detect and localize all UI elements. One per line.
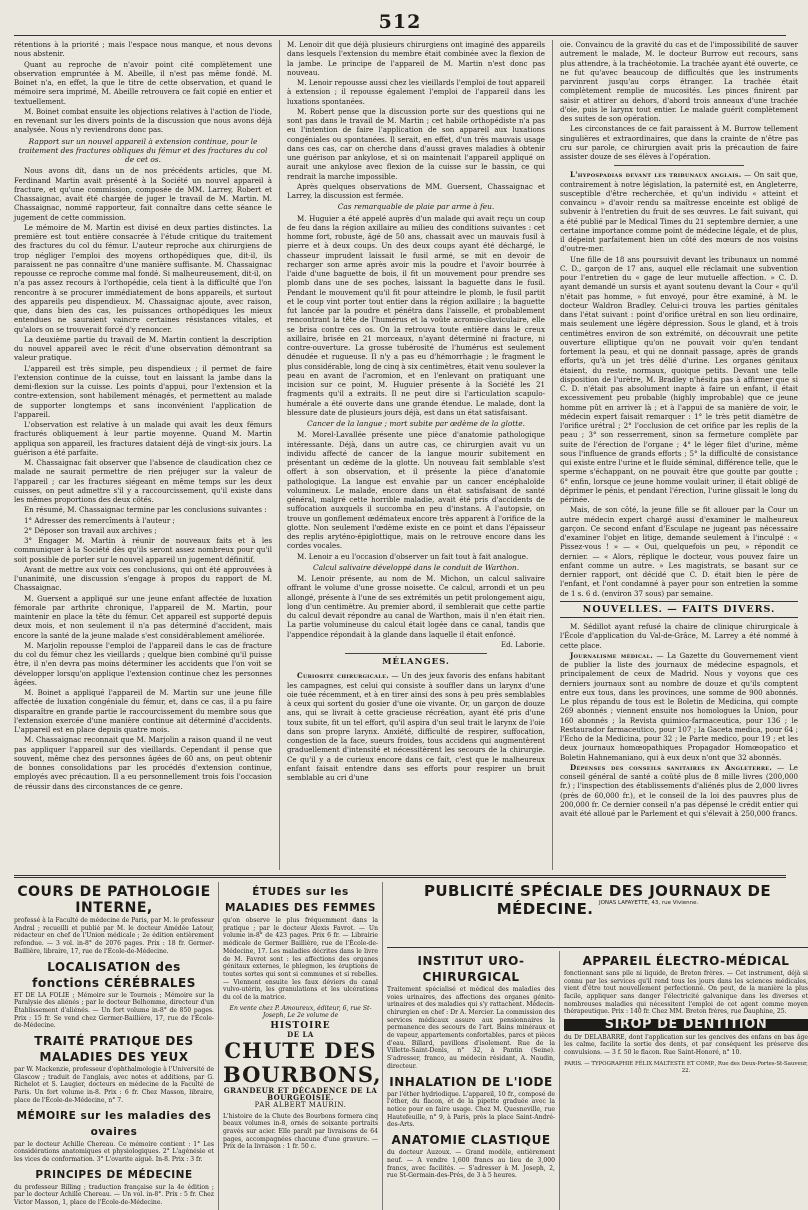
paragraph bbox=[14, 516, 272, 525]
paragraph-text: M. Lenoir présente, au nom de M. Michon, un calcul salivaire offrant le volume d'une grosse noisette. Ce calcul, arrondi et un peu allongé, présente à l'une de ses extrémités un petit prolongement aigu, long d'un centimètre. Au premier abord, il semblerait que cette partie du calcul devait répondre au canal de Warthon, mais il n'en était rien. La partie volumineuse du calcul était logée dans ce canal, tandis que l'appendice répondait à la glande dans laquelle il était enfoncé. bbox=[287, 574, 545, 639]
advertisements bbox=[14, 882, 808, 1207]
ad-column-books bbox=[14, 882, 214, 1210]
paragraph-text: M. Guersent a appliqué sur une jeune enfant affectée de luxation fémorale par arthrite chronique, l'appareil de M. Martin, pour maintenir en place la tête du fémur. Cet appareil est supporté depuis deux mois, et non seulement il n'a pas déterminé d'accident, mais encore la santé de la jeune malade s'est considérablement améliorée. bbox=[14, 593, 272, 640]
subheading: Calcul salivaire développé dans le conduit de Warthon. bbox=[312, 562, 520, 572]
paragraph-lead: Journalisme médical. bbox=[570, 650, 654, 660]
paragraph-text: rétentions à la priorité ; mais l'espace nous manque, et nous devons nous abstenir. bbox=[14, 40, 272, 59]
hypospadias-article bbox=[560, 170, 798, 598]
paragraph-text: M. Chassaignac fait observer que l'absence de claudication chez ce malade ne saurait permettre de rien préjuger sur la valeur de l'appareil ; car les fractures siégeant en même temps sur les deux cuisses, on peut admettre s'il y a raccourcissement, qu'il existe dans les mêmes proportions des deux côtés. bbox=[14, 458, 272, 504]
ad-histoire: HISTOIRE bbox=[270, 1021, 331, 1032]
paragraph-text: 2° Déposer son travail aux archives ; bbox=[24, 525, 157, 535]
paragraph-text: Une fille de 18 ans poursuivit devant les tribunaux un nommé C. D., garçon de 17 ans, auquel elle réclamait une subvention pour l'entretien du « gage de leur mutuelle affection. » C. D. ayant demandé un sursis et ayant soutenu devant la Cour « qu'il n'était pas homme, » fut envoyé, pour être examiné, à M. le docteur Waldron Bradley. Celui-ci trouva les parties génitales dans l'état suivant : point d'orifice urétral en son lieu ordinaire, mais seulement une légère dépression. Sous le gland, et à trois centimètres environ de son extrémité, on découvrait une petite ouverture elliptique qu'on ne pouvait voir qu'en tendant fortement la peau, et qui ne donnait passage, après de grands efforts, qu'à un jet très délié d'urine. Les organes génitaux étaient, du reste, normaux, quoique petits. Devant une telle disposition de l'urètre, M. Bradley n'hésita pas à affirmer que si C. D. n'était pas absolument inapte à faire un enfant, il était excessivement peu probable (highly improbable) que ce jeune homme pût en arriver là ; et à l'appui de sa manière de voir, le médecin expert faisait remarquer : 1° le très petit diamètre de l'orifice urétral ; 2° l'occlusion de cet orifice par les replis de la peau ; 3° son resserrement, sinon sa fermeture complète par suite de l'érection de l'organe ; 4° le léger filet d'urine, même sous l'influence de grands efforts ; 5° la difficulté de consistance qui existe entre l'urine et le fluide séminal, différence telle, que le sperme s'échappant, on ne pouvait être que goutte par goutte ; 6° enfin, lorsque ce jeune homme voulait uriner, il était obligé de déprimer le pénis, et pendant l'érection, l'urine glissait le long du périnée. bbox=[560, 254, 798, 504]
paragraph bbox=[287, 107, 545, 181]
paragraph bbox=[14, 641, 272, 687]
paragraph-text: Quant au reproche de n'avoir point cité complètement une observation empruntée à M. Abeille, il n'est pas même fondé. M. Boinet n'a, en effet, la que le titre de cette observation, et quand le mémoire sera imprimé, M. Abeille retrouvera ce fait copié en entier et textuellement. bbox=[14, 59, 272, 106]
paragraph bbox=[560, 763, 798, 819]
ad-divider bbox=[382, 882, 383, 1210]
ad-divider bbox=[559, 951, 560, 1210]
subheading: Cas remarquable de plaie par arme à feu. bbox=[337, 202, 495, 212]
article-columns bbox=[14, 40, 799, 870]
ad-publicite-title: PUBLICITÉ SPÉCIALE DES JOURNAUX DE MÉDECINE. bbox=[423, 882, 772, 918]
nouvelles-section bbox=[560, 622, 798, 818]
paragraph-text: M. Marjolin repousse l'emploi de l'appareil dans le cas de fracture du col du fémur chez les vieillards ; quelque bien combiné qu'il puisse être, il n'en devra pas moins déterminer les accidents que l'on voit se développer lorsqu'on applique l'extension continue chez les personnes âgées. bbox=[14, 640, 272, 687]
paragraph bbox=[14, 420, 272, 457]
subheading: Rapport sur un nouvel appareil à extension continue, pour le traitement des fractures obliques du fémur et des fractures du col de cet os. bbox=[18, 136, 268, 164]
paragraph-text: La deuxième partie du travail de M. Martin contient la description du nouvel appareil avec le récit d'une observation démontrant sa valeur pratique. bbox=[14, 334, 272, 363]
paragraph-text: M. Huguier a été appelé auprès d'un malade qui avait reçu un coup de feu dans la région axillaire au milieu des conditions suivantes : cet homme fort, robuste, âgé de 50 ans, chassait avec un mauvais fusil à pierre et à deux coups. Un des deux coups ayant été déchargé, le chasseur imprudent laissait le fusil armé, se mit en devoir de recharger son arme après avoir mis la poudre et l'avoir bourrée à l'aide d'une baguette de bois, il fit un mouvement pour prendre ses plomb dans une de ses poches, laissant la baguette dans le fusil. Pendant le mouvement qu'il fit pour atteindre le plomb, le fusil partit et le coup vint porter tout entier dans la région axillaire ; la baguette fut lancée par la poudre et pénétra dans l'aisselle, et probablement rencontrant la tête de l'humérus et la voûte acromio-claviculaire, elle se brisa contre ces os. On la retrouva toute entière dans le creux axillaire, brisée en 21 morceaux, n'ayant déterminé ni fracture, ni contre-ouverture. La grosse tubérosité de l'humérus est seulement dénudée et rugueuse. Il n'y a pas eu d'hémorrhagie ; le fragment le plus considérable, long de cinq à six centimètres, était venu soulever la peau en avant de l'acromion, et en l'enlevant on pratiquant une incision sur ce point, M. Huguier présente à la Société les 21 fragments qu'il a extraits. Il ne peut dire si l'articulation scapulo-humérale a été ouverte dans une grande étendue. Le malade, dont la blessure date de plusieurs jours déjà, est dans un état satisfaisant. bbox=[287, 213, 545, 417]
ad-chute-sub: GRANDEUR ET DÉCADENCE DE LA BOURGEOISIE. bbox=[223, 1085, 378, 1103]
paragraph-text: M. Robert pense que la discussion porte sur des questions qui ne sont pas dans le travail de M. Martin ; cet habile orthopédiste n'a pas eu l'intention de faire l'application de son appareil aux luxations congéniales ou spontanées. Il serait, en effet, d'un très mauvais usage dans ces cas, car on cherche dans d'aussi graves maladies à obtenir une guérison par ankylose, et si on maintenait l'appareil appliqué on aurait une ankylose avec flexion de la cuisse sur le bassin, ce qui rendrait la marche impossible. bbox=[287, 106, 545, 181]
ad-chute-text: L'histoire de la Chute des Bourbons formera cinq beaux volumes in-8, ornés de soixante portraits gravés sur acier. Elle paraît par livraisons de 64 pages, accompagnées chacune d'une gravure. — Prix de la livraison : 1 fr. 50 c. bbox=[223, 1112, 378, 1151]
column-divider bbox=[279, 40, 280, 870]
paragraph bbox=[14, 565, 272, 593]
paragraph bbox=[560, 651, 798, 762]
advertising-rule bbox=[14, 875, 786, 878]
paragraph-text: M. Boinet a appliqué l'appareil de M. Martin sur une jeune fille affectée de luxation congéniale du fémur, et, dans ce cas, il a pu faire disparaître en grande partie le raccourcissement du membre sous que l'extension exercée d'une manière continue ait déterminé d'accidents. L'appareil est en place depuis quatre mois. bbox=[14, 688, 272, 734]
melanges-heading: MÉLANGES. bbox=[382, 657, 450, 667]
paragraph bbox=[14, 166, 272, 222]
column-2 bbox=[287, 40, 545, 870]
paragraph-text: Nous avons dit, dans un de nos précédents articles, que M. Ferdinand Martin avait présenté à la Société un nouvel appareil à fracture, et qu'une commission, composée de MM. Larrey, Robert et Chassaignac, avait été chargée de juger le travail de M. Martin. M. Chassaignac, nommé rapporteur, fait connaître dans cette séance le jugement de cette commission. bbox=[14, 166, 272, 222]
paragraph-text: 3° Engager M. Martin à réunir de nouveaux faits et à les communiquer à la Société dès qu'ils seront assez nombreux pour qu'il soit possible de porter sur le nouvel appareil un jugement définitif. bbox=[14, 536, 272, 564]
paragraph-text: 1° Adresser des remercîments à l'auteur ; bbox=[24, 515, 175, 525]
curiosity-continued bbox=[560, 40, 798, 161]
paragraph bbox=[560, 40, 798, 123]
ad-femmes-text: qu'on observe le plus fréquemment dans la pratique ; par le docteur Alexis Favrot. — Un volume in-8° de 423 pages. Prix 6 fr. — Librairie médicale de Germer Baillière, rue de l'École-de-Médecine, 17. Les maladies décrites dans le livre de M. Favrot sont : les affections des organes génitaux externes, le phlegmon, les éruptions de toutes sortes qui sont si communes et si rebelles. — Viennent ensuite les faux déviers du canal vulvo-utérin, les granulations et les ulcérations du col de la matrice. bbox=[223, 917, 378, 1002]
paragraph-lead: Dépenses des conseils sanitaires en Angleterre. bbox=[570, 762, 773, 772]
paragraph bbox=[14, 107, 272, 135]
ad-traite-text: par W. Mackenzie, professeur d'ophthalmologie à l'Université de Glascow ; traduit de l'anglais, avec notes et additions, par G. Richelot et S. Laugier, docteurs en médecine de la Faculté de Paris. Un fort volume in-8. Prix : 6 fr. Chez Masson, libraire, place de l'École-de-Médecine, n° 7. bbox=[14, 1066, 214, 1104]
paragraph-text: — Le conseil général de santé a coûté plus de 8 mille livres (200,000 fr.) ; l'inspection des établissements d'aliénés plus de 2,000 livres (près de 60,000 fr.), et le conseil de la loi des pauvres plus de 200,000 fr. Ce dernier conseil n'a pas dépensé le crédit entier qui avait été alloué par le Parlement et qui s'élevait à 250,000 francs. bbox=[560, 762, 799, 818]
ad-institut-title: INSTITUT URO-CHIRURGICAL bbox=[417, 953, 525, 984]
ad-anatomie-title: ANATOMIE CLASTIQUE bbox=[391, 1133, 551, 1148]
paragraph-text: M. Boinet combat ensuite les objections relatives à l'action de l'iode, en revenant sur les divers points de la discussion que nous avons déjà analysée. Nous n'y reviendrons donc pas. bbox=[14, 106, 272, 135]
column-divider bbox=[552, 40, 553, 870]
paragraph bbox=[14, 364, 272, 420]
ad-localisation-title: LOCALISATION des fonctions CÉRÉBRALES bbox=[32, 959, 196, 990]
melanges-section bbox=[287, 671, 545, 782]
paragraph-text: — La Gazette du Gouvernement vient de publier la liste des journaux de médecine espagnols, et principalement de ceux de Madrid. Nous y voyons que ces derniers journaux sont au nombre de douze et qu'ils comptent entre eux tous, dans les provinces, une somme de 900 abonnés. Le plus répandu de tous est le Boletin de Medicina, qui compte 269 abonnés ; viennent ensuite nos homologues la Union, pour 160 abonnés ; la Revista quimico-farmaceutica, pour 136 ; le Restaurador farmaceutico, pour 107 ; la Gaceta medica, pour 64 ; l'Echo de la Medicina, pour 32 ; le Parte medico, pour 19 ; et les deux journaux homœopathiques Propagador Homœopatico et Boletin Hahnemaniano, qui à eux deux n'ont que 32 abonnés. bbox=[560, 650, 798, 762]
paragraph bbox=[287, 40, 545, 77]
paragraph-text: M. Morel-Lavallée présente une pièce d'anatomie pathologique intéressante. Déjà, dans un autre cas, ce chirurgien avait vu un individu affecté de cancer de la langue mourir subitement en présentant un œdème de la glotte. Un nouveau fait semblable s'est offert à son observation, et il présente la pièce d'anatomie pathologique. La langue est envahie par un cancer encéphaloïde volumineux. Le malade, encore dans un état satisfaisant de santé général, malgré cette horrible maladie, avait été pris d'accidents de suffocation auxquels il succomba en peu d'instans. A l'autopsie, on trouve un gonflement œdémateux encore très apparent à l'orifice de la glotte. Non seulement l'œdème existe en ce point et dans l'épaisseur des replis aryténo-épiglottique, mais on le retrouve encore dans les cordes vocales. bbox=[287, 430, 545, 551]
paragraph bbox=[14, 594, 272, 640]
nouvelles-heading: NOUVELLES. — FAITS DIVERS. bbox=[560, 601, 798, 618]
ad-memoire-title: MÉMOIRE sur les maladies des ovaires bbox=[16, 1109, 212, 1138]
section-divider bbox=[345, 653, 487, 654]
top-rule bbox=[14, 35, 786, 36]
ad-principes-title: PRINCIPES DE MÉDECINE bbox=[35, 1168, 193, 1181]
paragraph-text: — On sait que, contrairement à notre législation, la paternité est, en Angleterre, susceptible d'être recherchée, et qu'un individu « atteint et convaincu » d'avoir rendu sa maîtresse enceinte est obligé de subvenir à l'entretien du fruit de ses œuvres. Le fait suivant, qui a été publié par le Medical Times du 21 septembre dernier, a une certaine importance comme point de médecine légale, et de plus, il dépeint parfaitement bien un côté des mœurs de nos voisins d'outre-mer. bbox=[560, 170, 798, 254]
page-number: 512 bbox=[378, 11, 422, 33]
paragraph-text: M. Lenoir repousse aussi chez les vieillards l'emploi de tout appareil à extension ; il repousse également l'emploi de l'appareil dans les luxations spontanées. bbox=[287, 78, 545, 106]
ad-institut-text: Traitement spécialisé et médical des maladies des voies urinaires, des affections des organes génito-urinaires et des maladies qui s'y rattachent. Médecin-chirurgien en chef : Dr A. Mercier. La commission des services médicaux assure aux pensionnaires la permanence des secours de l'art. Bains minéraux et de vapeur, appartements confortables, parcs et pièces d'eau. Billard, pavillons d'isolement. Rue de la Villette-Saint-Denis, n° 32, à Pantin (Seine). S'adresser, franco, au médecin résidant, A. Naudin, directeur. bbox=[387, 985, 555, 1070]
paragraph-lead: L'hypospadias devant les tribunaux anglais. bbox=[570, 170, 742, 180]
ad-divider bbox=[218, 882, 219, 1210]
ad-chute-title: CHUTE DES BOURBONS, bbox=[223, 1037, 382, 1087]
ad-principes-text: du professeur Billing ; traduction française sur la 4e édition ; par le docteur Achille Chereau. — Un vol. in-8°. Prix : 5 fr. Chez Victor Masson, 1, place de l'École-de-Médecine. bbox=[14, 1183, 214, 1207]
ad-femmes-title: ÉTUDES sur les MALADIES DES FEMMES bbox=[225, 886, 376, 914]
ad-publicite-note: JONAS LAFAYETTE, 43, rue Vivienne. bbox=[598, 900, 699, 906]
ad-femmes-sale: En vente chez P. Amoureux, éditeur, 6, rue St-Joseph, Le 2e volume de bbox=[229, 1004, 372, 1020]
paragraph bbox=[560, 622, 798, 650]
paragraph bbox=[560, 124, 798, 161]
ad-sirop-text: du Dr DELABARRE, dont l'application sur les gencives des enfans en bas âge les calme, facilite la sortie des dents, et par conséquent les préserve des convulsions. — 3 f. 50 le flacon. Rue Saint-Honoré, n° 10. bbox=[564, 1033, 808, 1057]
section-divider bbox=[614, 165, 745, 166]
paragraph-text: Mais, de son côté, la jeune fille se fit allouer par la Cour un autre médecin expert chargé aussi d'examiner le malheureux garçon. Ce second enfant d'Esculape ne jugeant pas nécessaire d'examiner l'objet en litige, demande seulement à l'inculpé : « Pissez-vous ! » — « Oui, quelquefois un peu, » répondit ce dernier. — « Alors, réplique le docteur, vous pouvez faire un enfant comme un autre. » Les magistrats, se basant sur ce dernier rapport, ont décidé que C. D. était bien le père de l'enfant, et l'ont condamné à payer pour son entretien la somme de 1 s. 6 d. (environ 37 sous) par semaine. bbox=[560, 505, 798, 598]
ad-cours-title: COURS DE PATHOLOGIE INTERNE, bbox=[17, 884, 211, 916]
paragraph-text: L'observation est relative à un malade qui avait les deux fémurs fracturés obliquement à leur partie moyenne. Quand M. Martin appliqua son appareil, les fractures dataient déjà de vingt-six jours. La guérison a été parfaite. bbox=[14, 420, 272, 457]
paragraph bbox=[560, 255, 798, 505]
printer-imprint: PARIS. — TYPOGRAPHIE FÉLIX MALTESTE ET COMP., Rue des Deux-Portes-St-Sauveur, 22. bbox=[564, 1060, 808, 1074]
paragraph bbox=[287, 430, 545, 550]
ad-chute-block bbox=[223, 1021, 382, 1110]
paragraph bbox=[287, 574, 545, 639]
paragraph-text: Le mémoire de M. Martin est divisé en deux parties distinctes. La première est tout entière consacrée à l'étude critique du traitement des fractures du col du fémur. L'auteur reproche aux chirurgiens de trop négliger l'emploi des moyens orthopédiques que, dit-il, ils paraissent ne pas connaître d'une manière suffisante. M. Chassaignac repousse ce reproche comme mal fondé. Si malheureusement, dit-il, on n'a pas assez recours à l'orthopédie, cela tient à la difficulté que l'on rencontre à se procurer immédiatement de bons appareils, et surtout des appareils peu dispendieux. M. Chassaignac ajoute, avec raison, que, dans bien des cas, les puissances orthopédiques les mieux entendues ne sauraient vaincre certaines résistances vitales, et qu'alors on se trouverait forcé d'y renoncer. bbox=[14, 222, 272, 334]
paragraph-text: M. Sédillot ayant refusé la chaire de clinique chirurgicale à l'École d'application du Val-de-Grâce, M. Larrey a été nommé à cette place. bbox=[560, 622, 798, 650]
ad-appareil-text: fonctionnant sans pile ni liquide, de Breton frères. — Cet instrument, déjà si connu par les services qu'il rend tous les jours dans les sciences médicales, vient d'être tout nouvellement perfectionné. On peut, de la manière la plus facile, appliquer sans danger l'électricité galvanique dans les diverses et nombreuses maladies qui nécessitent l'emploi de cet agent comme moyen thérapeutique. Prix : 140 fr. Chez MM. Breton frères, rue Dauphine, 25. bbox=[564, 969, 808, 1016]
ad-cours-text: professé à la Faculté de médecine de Paris, par M. le professeur Andral ; recueilli et publié par M. le docteur Amédée Latour, rédacteur en chef de l'Union médicale ; 2e édition entièrement refondue. — 3 vol. in-8° de 2076 pages. Prix : 18 fr. Germer-Baillière, libraire, 17, rue de l'École-de-Médecine. bbox=[14, 917, 214, 955]
ad-localisation-text: ET DE LA FOLIE ; Mémoire sur le Tournois ; Mémoire sur la Paralysie des aliénés ; par le docteur Belhomme, directeur d'un Établissement d'aliénés. — Un fort volume in-8° de 850 pages. Prix : 15 fr. Se vend chez Germer-Baillière, 17, rue de l'École-de-Médecine. bbox=[14, 991, 214, 1030]
ad-publicite-banner bbox=[387, 882, 808, 948]
paragraph bbox=[560, 505, 798, 598]
paragraph bbox=[14, 526, 272, 535]
paragraph bbox=[560, 170, 798, 253]
society-report-continued bbox=[287, 40, 545, 639]
column-3 bbox=[560, 40, 798, 870]
ad-column-appareil bbox=[564, 951, 808, 1210]
paragraph-text: oie. Convaincu de la gravité du cas et de l'impossibilité de sauver autrement le malade, M. le docteur Burrow eut recours, sans plus attendre, à la trachéotomie. La trachée ayant été ouverte, ce ne fut qu'avec beaucoup de difficultés que les instruments parvinrent jusqu'au corps étranger. La trachée était complètement remplie de mucosités. Les pinces finirent par saisir et attirer au dehors, d'abord trois anneaux d'une trachée d'oie, puis le larynx tout entier. Le malade guérit complètement des suites de son opération. bbox=[560, 40, 798, 123]
paragraph bbox=[287, 78, 545, 106]
paragraph-text: M. Lenoir dit que déjà plusieurs chirurgiens ont imaginé des appareils dans lesquels l'extension du membre était combinée avec la flexion de la jambe. Le principe de l'appareil de M. Martin n'est donc pas nouveau. bbox=[287, 40, 545, 77]
paragraph bbox=[287, 671, 545, 782]
paragraph bbox=[14, 60, 272, 106]
paragraph bbox=[287, 182, 545, 201]
paragraph bbox=[14, 536, 272, 564]
paragraph bbox=[14, 335, 272, 363]
ad-inhalation-title: INHALATION DE L'IODE bbox=[389, 1074, 553, 1089]
ad-sirop-title: SIROP DE DENTITION bbox=[564, 1019, 808, 1031]
ad-column-femmes bbox=[223, 882, 382, 1210]
paragraph bbox=[14, 688, 272, 734]
paragraph-text: M. Chassaignac reconnait que M. Marjolin a raison quand il ne veut pas appliquer l'appareil sur des vieillards. Cependant il pense que souvent, même chez des personnes âgées de 60 ans, on peut obtenir de bonnes consolidations par les procédés d'extension continue, employés avec précaution. Il a eu personnellement trois fois l'occasion de réussir dans des circonstances de ce genre. bbox=[14, 735, 272, 791]
paragraph-text: Les circonstances de ce fait paraissent à M. Burrow tellement singulières et extraordinaires, que dans la crainte de n'être pas cru sur parole, ce chirurgien avait pris la précaution de faire assister douze de ses élèves à l'opération. bbox=[560, 124, 798, 161]
ad-de-la: DE LA bbox=[287, 1029, 314, 1039]
ad-anatomie-text: du docteur Auzoux. — Grand modèle, entièrement neuf. — A vendre 1,600 francs au lieu de 3,000 francs, avec facilités. — S'adresser à M. Joseph, 2, rue St-Germain-des-Prés, de 3 à 5 heures. bbox=[387, 1149, 555, 1180]
ad-appareil-title: APPAREIL ÉLECTRO-MÉDICAL bbox=[582, 953, 790, 968]
paragraph-text: En résumé, M. Chassaignac termine par les conclusions suivantes : bbox=[24, 505, 267, 515]
paragraph-lead: Curiosité chirurgicale. bbox=[297, 671, 389, 681]
ad-publicite-block bbox=[387, 882, 808, 1210]
paragraph bbox=[14, 735, 272, 791]
ad-memoire-text: par le docteur Achille Chereau. Ce mémoire contient : 1° Les considérations anatomiques et physiologiques. 2° L'agénésie et les vices de conformation. 3° L'ovarite aiguë. In-8. Prix : 3 fr. bbox=[14, 1140, 214, 1163]
paragraph-text: M. Lenoir a eu l'occasion d'observer un fait tout à fait analogue. bbox=[297, 551, 529, 561]
ad-chute-author: PAR ALBERT MAURIN. bbox=[254, 1100, 347, 1109]
paragraph-text: L'appareil est très simple, peu dispendieux ; il permet de faire l'extension continue de la cuisse, tout en laissant la jambe dans la demi-flexion sur la cuisse. Les points d'appui, pour l'extension et la contre-extension, sont habilement ménagés, et permettent au malade de supporter longtemps et sans inconvénient l'application de l'appareil. bbox=[14, 363, 272, 419]
paragraph bbox=[287, 214, 545, 418]
signature: Ed. Laborie. bbox=[500, 639, 545, 649]
paragraph-text: Après quelques observations de MM. Guersent, Chassaignac et Larrey, la discussion est fermée. bbox=[287, 181, 545, 200]
paragraph bbox=[14, 40, 272, 59]
paragraph-text: Avant de mettre aux voix ces conclusions, qui ont été approuvées à l'unanimité, une discussion s'engage à propos du rapport de M. Chassaignac. bbox=[14, 564, 272, 593]
subheading: Cancer de la langue ; mort subite par œdème de la glotte. bbox=[307, 419, 525, 428]
ad-column-institut bbox=[387, 951, 555, 1210]
paragraph bbox=[14, 505, 272, 514]
paragraph bbox=[14, 458, 272, 504]
column-1 bbox=[14, 40, 272, 870]
ad-inhalation-text: par l'éther hydriodique. L'appareil, 10 fr., composé de l'éther, du flacon, et de la pipette graduée avec la notice pour en faire usage. Chez M. Quesneville, rue Hautefeuille, n° 9, à Paris, près la place Saint-André-des-Arts. bbox=[387, 1090, 555, 1129]
paragraph bbox=[287, 552, 545, 561]
paragraph bbox=[14, 223, 272, 334]
ad-traite-title: TRAITÉ PRATIQUE DES MALADIES DES YEUX bbox=[34, 1034, 194, 1065]
paragraph-text: — Un des jeux favoris des enfans habitant les campagnes, est celui qui consiste à souffler dans un larynx d'une oie tuée récemment, et à en tirer ainsi des sons à peu près semblables à ceux qui sortent du gosier d'une oie vivante. Or, un garçon de douze ans, qui se livrait à cette gracieuse récréation, ayant été pris d'une toux subite, fit un tel effort, qu'il aspira d'un seul trait le larynx de l'oie dans son propre larynx. Anxiété, difficulté de respirer, suffocation, congestion de la face, sueurs froides, tous accidens qui augmentèrent graduellement d'intensité et nécessitèrent les secours de la chirurgie. Ce qu'il y a de curieux encore dans ce fait, c'est que le malheureux enfant faisait entendre dans ses efforts pour respirer un bruit semblable au cri d'une bbox=[287, 671, 545, 782]
